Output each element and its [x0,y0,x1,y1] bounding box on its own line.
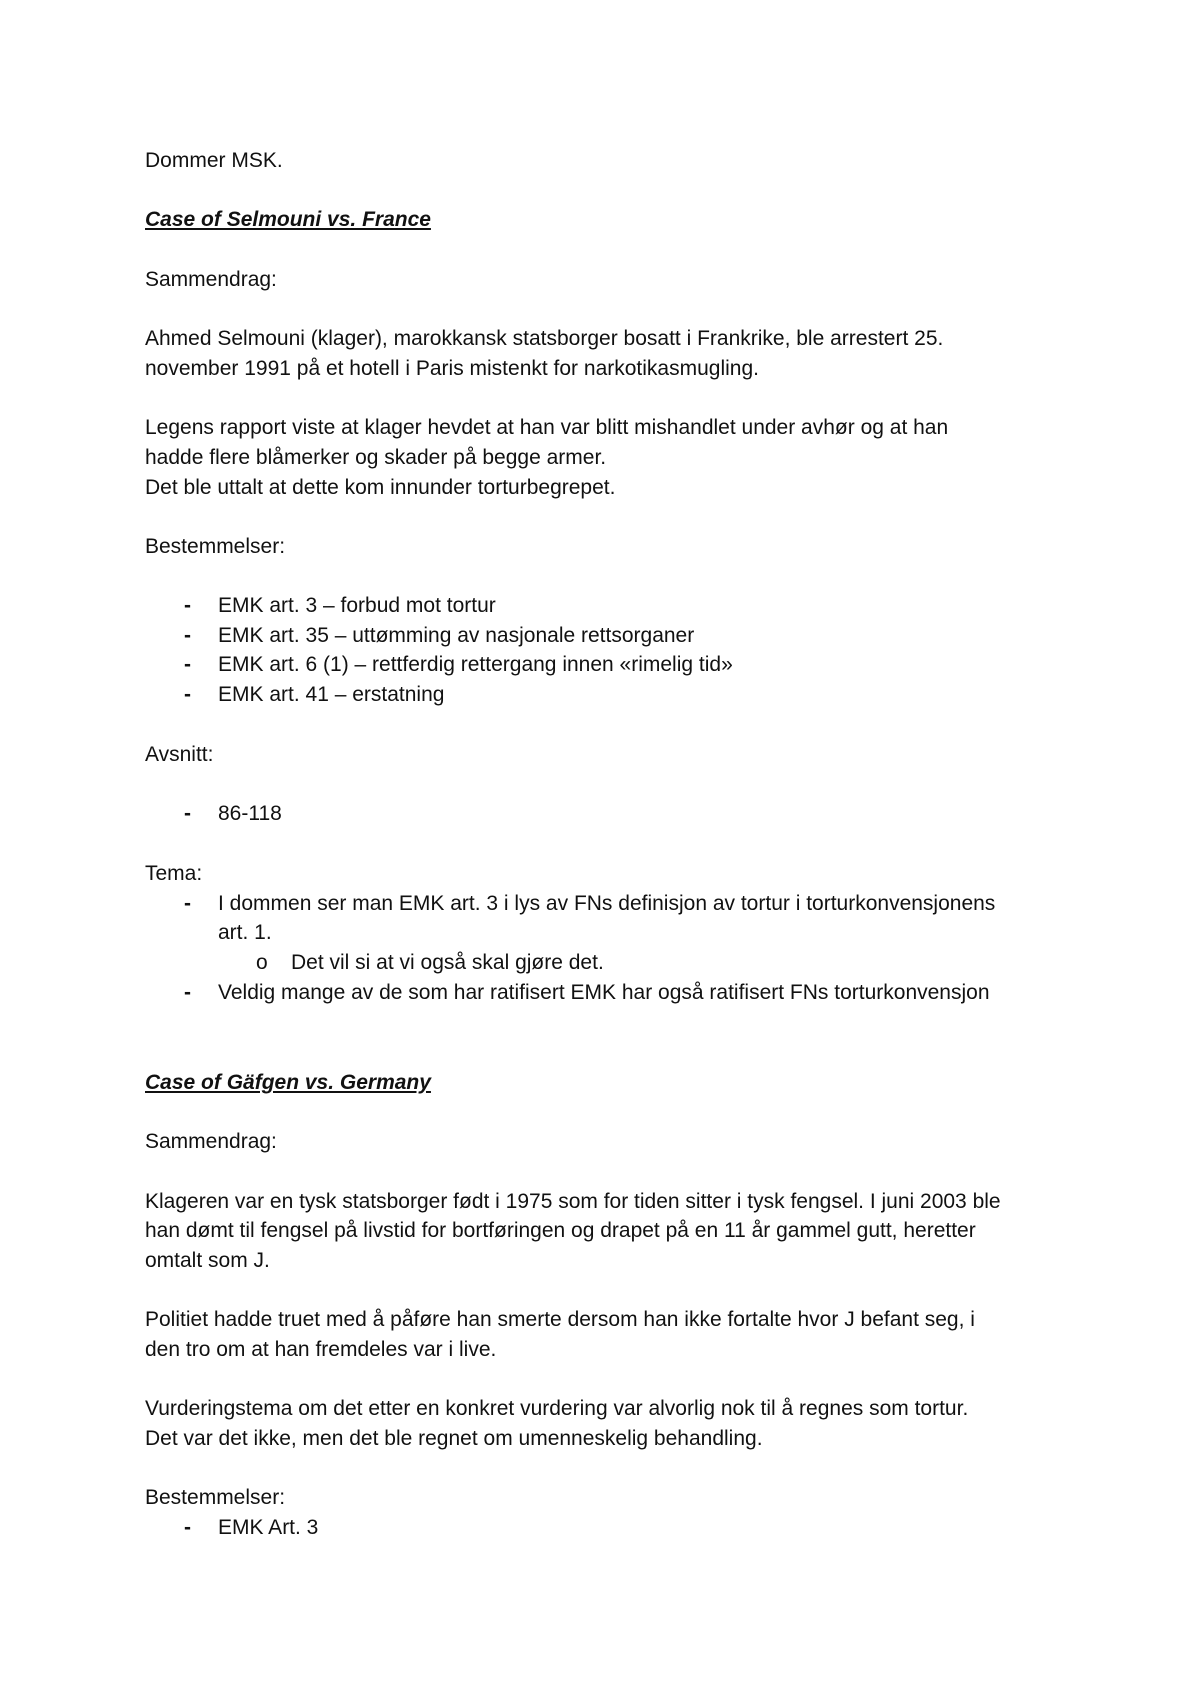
provisions-label: Bestemmelser: [145,535,286,558]
list-item: EMK art. 41 – erstatning [218,683,445,706]
case-heading-selmouni: Case of Selmouni vs. France [145,208,431,231]
list-item: EMK Art. 3 [218,1516,319,1539]
paragraph-line: han dømt til fengsel på livstid for bortføringen og drapet på en 11 år gammel gutt, heretter [145,1219,976,1242]
theme-label: Tema: [145,862,203,885]
sub-list-item: Det vil si at vi også skal gjøre det. [291,951,604,974]
paragraph-line: Legens rapport viste at klager hevdet at han var blitt mishandlet under avhør og at han [145,416,949,439]
list-item-continuation: art. 1. [218,921,272,944]
paragraph-line: Klageren var en tysk statsborger født i 1975 som for tiden sitter i tysk fengsel. I juni 2003 ble [145,1190,1001,1213]
summary-label: Sammendrag: [145,1130,277,1153]
list-item: Veldig mange av de som har ratifisert EMK har også ratifisert FNs torturkonvensjon [218,981,990,1004]
bullet-dash: - [184,624,191,647]
summary-label: Sammendrag: [145,268,277,291]
list-item: I dommen ser man EMK art. 3 i lys av FNs definisjon av tortur i torturkonvensjonens [218,892,996,915]
paragraph-line: Vurderingstema om det etter en konkret vurdering var alvorlig nok til å regnes som tortur. [145,1397,969,1420]
paragraph-line: Det var det ikke, men det ble regnet om umenneskelig behandling. [145,1427,763,1450]
bullet-circle: o [256,951,268,974]
case-heading-gafgen: Case of Gäfgen vs. Germany [145,1071,431,1094]
list-item: 86-118 [218,802,282,825]
bullet-dash: - [184,653,191,676]
list-item: EMK art. 6 (1) – rettferdig rettergang innen «rimelig tid» [218,653,733,676]
bullet-dash: - [184,981,191,1004]
paragraph-line: Det ble uttalt at dette kom innunder torturbegrepet. [145,476,616,499]
paragraph-line: omtalt som J. [145,1249,270,1272]
sections-label: Avsnitt: [145,743,214,766]
provisions-label: Bestemmelser: [145,1486,286,1509]
paragraph-line: hadde flere blåmerker og skader på begge armer. [145,446,607,469]
bullet-dash: - [184,1516,191,1539]
bullet-dash: - [184,683,191,706]
list-item: EMK art. 35 – uttømming av nasjonale rettsorganer [218,624,695,647]
document-title: Dommer MSK. [145,149,283,172]
bullet-dash: - [184,802,191,825]
list-item: EMK art. 3 – forbud mot tortur [218,594,496,617]
paragraph-line: Ahmed Selmouni (klager), marokkansk statsborger bosatt i Frankrike, ble arrestert 25. [145,327,944,350]
paragraph-line: november 1991 på et hotell i Paris mistenkt for narkotikasmugling. [145,357,759,380]
bullet-dash: - [184,892,191,915]
paragraph-line: den tro om at han fremdeles var i live. [145,1338,497,1361]
bullet-dash: - [184,594,191,617]
paragraph-line: Politiet hadde truet med å påføre han smerte dersom han ikke fortalte hvor J befant seg, i [145,1308,975,1331]
